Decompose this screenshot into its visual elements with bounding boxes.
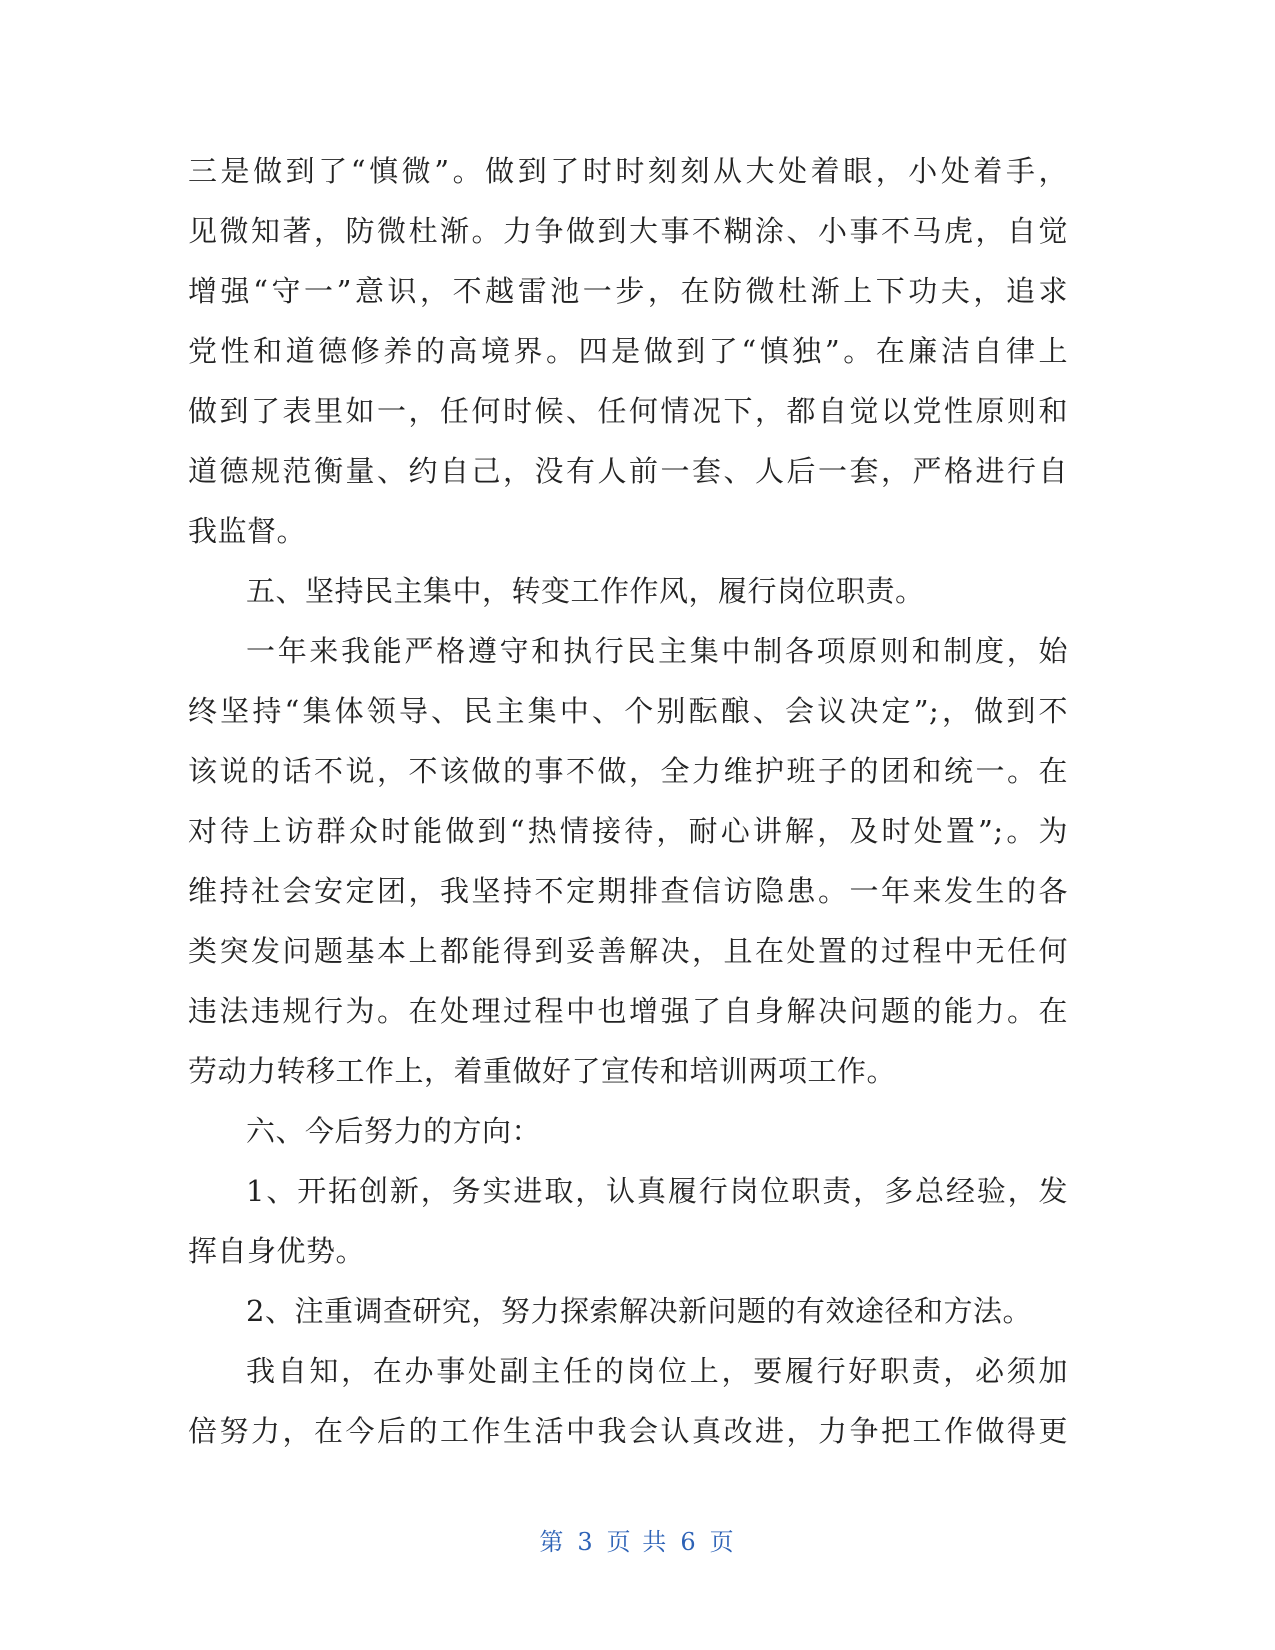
text-line: 我监督。	[188, 514, 307, 548]
text-line: 三是做到了“慎微”。做到了时时刻刻从大处着眼，小处着手，	[188, 154, 1068, 188]
list-item: 2、注重调查研究，努力探索解决新问题的有效途径和方法。	[246, 1294, 1032, 1328]
list-item: 1、开拓创新，务实进取，认真履行岗位职责，多总经验，发	[246, 1174, 1068, 1208]
text-line: 类突发问题基本上都能得到妥善解决，且在处置的过程中无任何	[188, 934, 1068, 968]
page-footer	[0, 1522, 1275, 1557]
section-heading: 五、坚持民主集中，转变工作作风，履行岗位职责。	[246, 574, 925, 608]
text-line: 维持社会安定团，我坚持不定期排查信访隐患。一年来发生的各	[188, 874, 1068, 908]
text-line: 见微知著，防微杜渐。力争做到大事不糊涂、小事不马虎，自觉	[188, 214, 1068, 248]
text-line: 劳动力转移工作上，着重做好了宣传和培训两项工作。	[188, 1054, 897, 1088]
text-line: 道德规范衡量、约自己，没有人前一套、人后一套，严格进行自	[188, 454, 1068, 488]
text-line: 倍努力，在今后的工作生活中我会认真改进，力争把工作做得更	[188, 1414, 1068, 1448]
text-line: 挥自身优势。	[188, 1234, 366, 1268]
total-pages-number: 6	[680, 1528, 698, 1556]
footer-prefix: 第	[539, 1528, 566, 1556]
text-line: 该说的话不说，不该做的事不做，全力维护班子的团和统一。在	[188, 754, 1068, 788]
footer-suffix: 页	[709, 1528, 736, 1556]
footer-middle: 页 共	[606, 1528, 669, 1556]
text-line: 做到了表里如一，任何时候、任何情况下，都自觉以党性原则和	[188, 394, 1068, 428]
text-line: 增强“守一”意识，不越雷池一步，在防微杜渐上下功夫，追求	[188, 274, 1068, 308]
text-line: 我自知，在办事处副主任的岗位上，要履行好职责，必须加	[246, 1354, 1068, 1388]
text-line: 违法违规行为。在处理过程中也增强了自身解决问题的能力。在	[188, 994, 1068, 1028]
current-page-number: 3	[577, 1528, 595, 1556]
text-line: 终坚持“集体领导、民主集中、个别酝酿、会议决定”;，做到不	[188, 694, 1068, 728]
text-line: 党性和道德修养的高境界。四是做到了“慎独”。在廉洁自律上	[188, 334, 1068, 368]
section-heading: 六、今后努力的方向：	[246, 1114, 542, 1148]
text-line: 一年来我能严格遵守和执行民主集中制各项原则和制度，始	[246, 634, 1068, 668]
document-body	[188, 141, 1068, 1461]
text-line: 对待上访群众时能做到“热情接待，耐心讲解，及时处置”;。为	[188, 814, 1068, 848]
